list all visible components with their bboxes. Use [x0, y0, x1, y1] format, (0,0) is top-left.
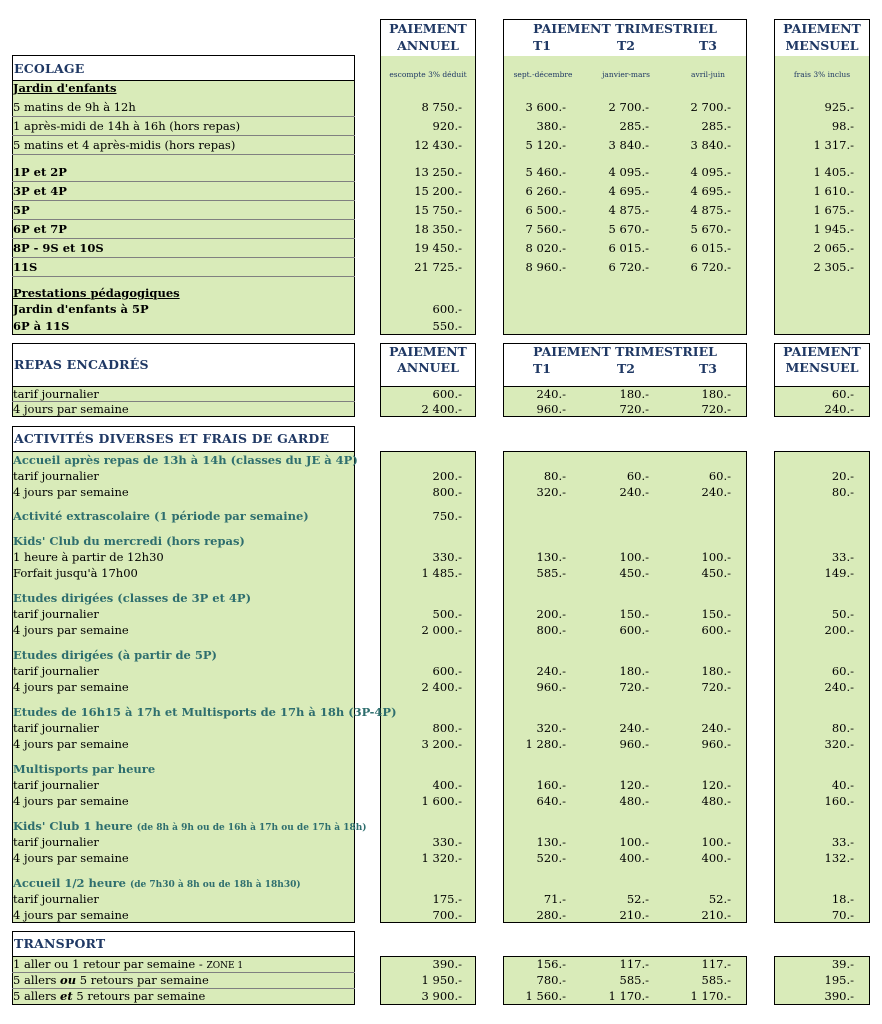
t1-note: sept.-décembre: [513, 70, 573, 79]
t3-header: T3: [699, 38, 717, 53]
repas-t1: T1: [533, 361, 551, 376]
repas-monthly-l2: MENSUEL: [785, 360, 859, 375]
annual-header-l1: PAIEMENT: [389, 21, 467, 36]
table-row: 1 aller ou 1 retour par semaine - ZONE 1 390.- 156.- 117.- 117.- 39.-: [13, 957, 854, 971]
repas-annual-l2: ANNUEL: [397, 360, 459, 375]
table-row: 5 allers ou 5 retours par semaine 1 950.- 780.- 585.- 585.- 195.-: [13, 973, 854, 987]
table-row: tarif journalier 175.- 71.- 52.- 52.- 18.-: [13, 892, 854, 906]
list-item: [0, 875, 882, 891]
annual-header-l2: ANNUEL: [397, 38, 459, 53]
row-divider: [12, 238, 355, 239]
table-row: 5 matins et 4 après-midis (hors repas) 12 430.- 5 120.- 3 840.- 3 840.- 1 317.-: [13, 138, 854, 152]
row-divider: [12, 200, 355, 201]
table-row: 1P et 2P 13 250.- 5 460.- 4 095.- 4 095.- 1 405.-: [13, 165, 854, 179]
t3-note: avril-juin: [690, 70, 725, 79]
table-row: 5 allers et 5 retours par semaine 3 900.- 1 560.- 1 170.- 1 170.- 390.-: [13, 989, 854, 1003]
row-divider: [12, 219, 355, 220]
repas-tri-title: PAIEMENT TRIMESTRIEL: [533, 344, 717, 359]
section-title-ecolage: ECOLAGE: [14, 61, 85, 76]
table-row: tarif journalier 330.- 130.- 100.- 100.- 33.-: [13, 835, 854, 849]
table-row: 4 jours par semaine 700.- 280.- 210.- 210.- 70.-: [13, 908, 854, 922]
row-divider: [12, 276, 355, 277]
group-title: Multisports par heure: [13, 762, 156, 776]
group-title: Etudes dirigées (à partir de 5P): [13, 648, 217, 662]
repas-t3: T3: [699, 361, 717, 376]
table-row: 8P - 9S et 10S 19 450.- 8 020.- 6 015.- 6 015.- 2 065.-: [13, 241, 854, 255]
row-divider: [12, 116, 355, 117]
table-row: 4 jours par semaine 1 600.- 640.- 480.- 480.- 160.-: [13, 794, 854, 808]
list-item: [0, 285, 882, 301]
list-item: [0, 761, 882, 777]
table-row: 11S 21 725.- 8 960.- 6 720.- 6 720.- 2 305.-: [13, 260, 854, 274]
repas-annual-l1: PAIEMENT: [389, 344, 467, 359]
table-row: 6P à 11S 550.-: [13, 319, 462, 333]
row-divider: [12, 154, 355, 155]
list-item: [0, 590, 882, 606]
list-item: [0, 647, 882, 663]
group-title: Accueil 1/2 heure (de 7h30 à 8h ou de 18h à 18h30): [13, 876, 301, 890]
row-divider: [12, 135, 355, 136]
table-row: Forfait jusqu'à 17h00 1 485.- 585.- 450.- 450.- 149.-: [13, 566, 854, 580]
table-row: 4 jours par semaine 1 320.- 520.- 400.- 400.- 132.-: [13, 851, 854, 865]
group-title: Kids' Club 1 heure (de 8h à 9h ou de 16h à 17h ou de 17h à 18h): [13, 819, 367, 833]
row-divider: [12, 257, 355, 258]
list-item: [0, 704, 882, 720]
group-title: Activité extrascolaire (1 période par semaine): [13, 509, 309, 523]
group-title: Accueil après repas de 13h à 14h (classes du JE à 4P): [13, 453, 358, 467]
row-divider: [12, 181, 355, 182]
table-row: tarif journalier 500.- 200.- 150.- 150.- 50.-: [13, 607, 854, 621]
repas-t2: T2: [617, 361, 635, 376]
group-title: Etudes dirigées (classes de 3P et 4P): [13, 591, 252, 605]
table-row: 5 matins de 9h à 12h 8 750.- 3 600.- 2 700.- 2 700.- 925.-: [13, 100, 854, 114]
table-row: Jardin d'enfants à 5P 600.-: [13, 302, 462, 316]
table-row: 4 jours par semaine 3 200.- 1 280.- 960.- 960.- 320.-: [13, 737, 854, 751]
list-item: [0, 818, 882, 834]
table-row: 1 heure à partir de 12h30 330.- 130.- 100.- 100.- 33.-: [13, 550, 854, 564]
table-row: 4 jours par semaine 2 400.- 960.- 720.- 720.- 240.-: [13, 680, 854, 694]
table-row: Activité extrascolaire (1 période par semaine) 750.-: [13, 509, 462, 523]
table-row: 6P et 7P 18 350.- 7 560.- 5 670.- 5 670.- 1 945.-: [13, 222, 854, 236]
t2-note: janvier-mars: [602, 70, 650, 79]
list-item: [0, 533, 882, 549]
group-title: Jardin d'enfants: [13, 81, 117, 95]
list-item: [0, 452, 882, 468]
group-title: Etudes de 16h15 à 17h et Multisports de 17h à 18h (3P-4P): [13, 705, 397, 719]
table-row: tarif journalier 600.- 240.- 180.- 180.- 60.-: [13, 664, 854, 678]
group-title: Kids' Club du mercredi (hors repas): [13, 534, 245, 548]
table-row: 1 après-midi de 14h à 16h (hors repas) 920.- 380.- 285.- 285.- 98.-: [13, 119, 854, 133]
section-title-repas: REPAS ENCADRÉS: [14, 357, 149, 372]
table-row: tarif journalier 400.- 160.- 120.- 120.- 40.-: [13, 778, 854, 792]
group-title: Prestations pédagogiques: [13, 286, 180, 300]
t2-header: T2: [617, 38, 635, 53]
table-row: 3P et 4P 15 200.- 6 260.- 4 695.- 4 695.- 1 610.-: [13, 184, 854, 198]
monthly-header-l2: MENSUEL: [785, 38, 859, 53]
tri-header: PAIEMENT TRIMESTRIEL: [533, 21, 717, 36]
table-row: tarif journalier 800.- 320.- 240.- 240.- 80.-: [13, 721, 854, 735]
table-row: 5P 15 750.- 6 500.- 4 875.- 4 875.- 1 675.-: [13, 203, 854, 217]
table-row: 4 jours par semaine 800.- 320.- 240.- 240.- 80.-: [13, 485, 854, 499]
list-item: [0, 80, 882, 96]
table-row: 4 jours par semaine 2 400.- 960.- 720.- 720.- 240.-: [13, 402, 854, 416]
repas-monthly-l1: PAIEMENT: [783, 344, 861, 359]
monthly-header-l1: PAIEMENT: [783, 21, 861, 36]
section-title-activites: ACTIVITÉS DIVERSES ET FRAIS DE GARDE: [14, 431, 330, 446]
annual-note: escompte 3% déduit: [389, 70, 467, 79]
table-row: tarif journalier 200.- 80.- 60.- 60.- 20.-: [13, 469, 854, 483]
monthly-note: frais 3% inclus: [793, 70, 851, 79]
section-title-transport: TRANSPORT: [14, 936, 106, 951]
t1-header: T1: [533, 38, 551, 53]
table-row: tarif journalier 600.- 240.- 180.- 180.- 60.-: [13, 387, 854, 401]
table-row: 4 jours par semaine 2 000.- 800.- 600.- 600.- 200.-: [13, 623, 854, 637]
